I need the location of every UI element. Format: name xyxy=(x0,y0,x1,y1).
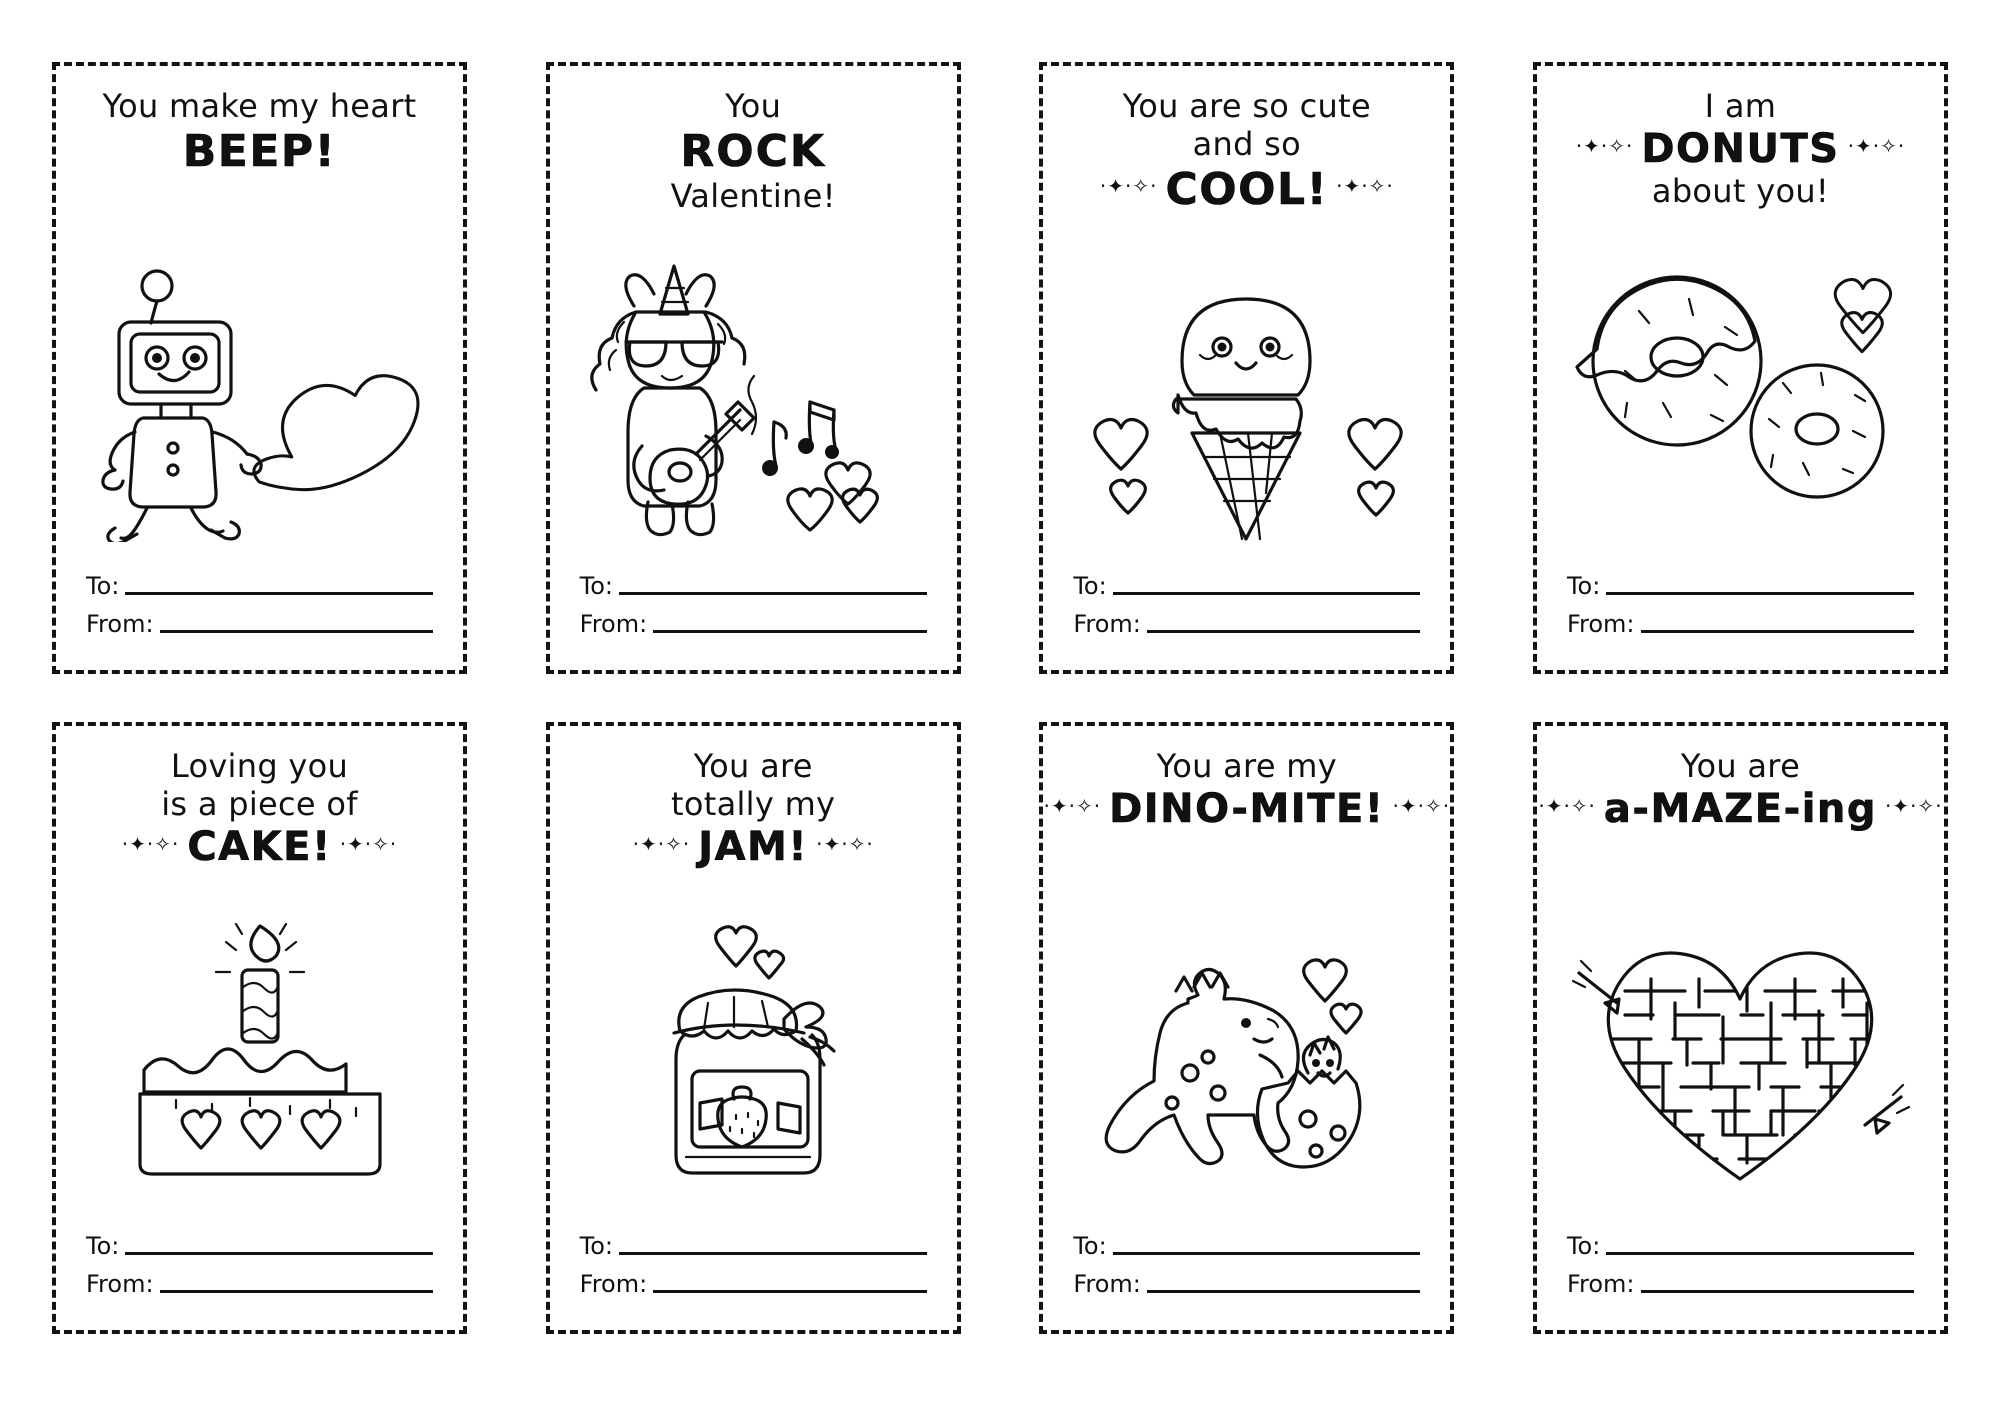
from-label: From: xyxy=(1566,610,1635,638)
card-donuts[interactable] xyxy=(1533,62,1948,674)
sparkle-icon: ·✦·✧· xyxy=(1847,134,1906,159)
card-greeting xyxy=(568,88,939,215)
to-rule[interactable] xyxy=(1606,1252,1914,1255)
to-rule[interactable] xyxy=(1606,592,1914,595)
to-field[interactable] xyxy=(1567,1232,1914,1260)
to-rule[interactable] xyxy=(1113,1252,1421,1255)
from-label: From: xyxy=(1073,610,1141,638)
card-maze[interactable] xyxy=(1533,722,1948,1334)
to-field[interactable] xyxy=(1073,1232,1420,1260)
from-field[interactable] xyxy=(86,1270,433,1298)
greeting-line-emphasis-row xyxy=(1100,164,1394,216)
card-dino[interactable] xyxy=(1039,722,1454,1334)
greeting-line: You are my xyxy=(1156,747,1337,785)
greeting-line: totally my xyxy=(671,784,836,823)
card-jam[interactable] xyxy=(546,722,961,1334)
recipient-fields xyxy=(74,572,445,654)
greeting-line: and so xyxy=(1192,124,1302,163)
recipient-fields xyxy=(1061,1232,1432,1314)
to-rule[interactable] xyxy=(125,592,433,595)
to-field[interactable] xyxy=(1073,572,1420,600)
art-heart-maze-with-arrows xyxy=(1555,868,1926,1232)
from-rule[interactable] xyxy=(1147,1290,1420,1293)
greeting-line-emphasis-row xyxy=(1044,786,1451,833)
card-robot[interactable] xyxy=(52,62,467,674)
art-two-donuts-with-hearts xyxy=(1555,211,1926,572)
to-label: To: xyxy=(579,1232,614,1260)
from-field[interactable] xyxy=(1567,1270,1914,1298)
from-rule[interactable] xyxy=(653,1290,926,1293)
from-rule[interactable] xyxy=(160,1290,433,1293)
from-field[interactable] xyxy=(1073,1270,1420,1298)
recipient-fields xyxy=(1555,1232,1926,1314)
card-row-bottom xyxy=(52,722,1948,1334)
from-rule[interactable] xyxy=(1641,1290,1914,1293)
from-label: From: xyxy=(579,610,648,638)
art-birthday-cake-with-candle xyxy=(74,871,445,1232)
to-field[interactable] xyxy=(1567,572,1914,600)
art-unicorn-with-guitar xyxy=(568,215,939,572)
greeting-line: about you! xyxy=(1651,171,1830,210)
greeting-line-emphasis: JAM! xyxy=(698,823,809,870)
from-rule[interactable] xyxy=(1147,630,1420,633)
sparkle-icon: ·✦·✧· xyxy=(1099,174,1158,199)
greeting-line-emphasis: COOL! xyxy=(1165,163,1329,215)
card-greeting xyxy=(1538,747,1943,868)
from-rule[interactable] xyxy=(653,630,926,633)
to-rule[interactable] xyxy=(1113,592,1421,595)
from-label: From: xyxy=(86,1270,154,1298)
from-label: From: xyxy=(86,610,154,638)
recipient-fields xyxy=(1555,572,1926,654)
greeting-line-emphasis: DINO-MITE! xyxy=(1109,785,1385,832)
greeting-line: I am xyxy=(1704,87,1777,125)
to-rule[interactable] xyxy=(619,1252,927,1255)
sparkle-icon: ·✦·✧· xyxy=(1575,134,1634,159)
from-rule[interactable] xyxy=(1641,630,1914,633)
to-label: To: xyxy=(1073,572,1107,600)
to-field[interactable] xyxy=(580,572,927,600)
greeting-line: You xyxy=(725,87,782,125)
art-dinosaur-with-hatching-egg xyxy=(1061,868,1432,1232)
greeting-line: You are xyxy=(693,747,813,785)
card-row-top xyxy=(52,62,1948,674)
sparkle-icon: ·✦·✧· xyxy=(816,832,874,857)
sparkle-icon: ·✦·✧· xyxy=(1538,794,1596,819)
greeting-line: You are so cute xyxy=(1122,87,1371,125)
greeting-line: is a piece of xyxy=(161,784,358,823)
to-rule[interactable] xyxy=(619,592,927,595)
sparkle-icon: ·✦·✧· xyxy=(1392,794,1451,819)
card-cake[interactable] xyxy=(52,722,467,1334)
to-field[interactable] xyxy=(580,1232,927,1260)
greeting-line: You make my heart xyxy=(102,87,417,125)
to-label: To: xyxy=(1566,1232,1601,1260)
recipient-fields xyxy=(74,1232,445,1314)
greeting-line-emphasis: ROCK xyxy=(680,125,826,177)
card-greeting xyxy=(74,88,445,208)
card-greeting xyxy=(1555,88,1926,211)
sparkle-icon: ·✦·✧· xyxy=(339,832,398,857)
greeting-line-emphasis: CAKE! xyxy=(187,823,332,870)
card-greeting xyxy=(568,748,939,871)
card-unicorn-rock[interactable] xyxy=(546,62,961,674)
greeting-line: Loving you xyxy=(170,747,349,785)
recipient-fields xyxy=(568,572,939,654)
sparkle-icon: ·✦·✧· xyxy=(1043,794,1102,819)
greeting-line: You are xyxy=(1680,747,1801,785)
recipient-fields xyxy=(1061,572,1432,654)
to-field[interactable] xyxy=(86,1232,433,1260)
from-label: From: xyxy=(1073,1270,1141,1298)
to-label: To: xyxy=(86,1232,120,1260)
from-label: From: xyxy=(1566,1270,1635,1298)
card-ice-cream-cool[interactable] xyxy=(1039,62,1454,674)
greeting-line-emphasis-row xyxy=(1576,126,1905,173)
greeting-line-emphasis: DONUTS xyxy=(1641,125,1840,172)
to-label: To: xyxy=(86,572,120,600)
from-field[interactable] xyxy=(86,610,433,638)
to-rule[interactable] xyxy=(125,1252,433,1255)
greeting-line-emphasis: BEEP! xyxy=(182,125,337,177)
art-robot-with-heart xyxy=(74,208,445,572)
greeting-line-emphasis-row xyxy=(633,824,874,871)
sparkle-icon: ·✦·✧· xyxy=(1336,174,1394,199)
from-rule[interactable] xyxy=(160,630,433,633)
to-label: To: xyxy=(1073,1232,1107,1260)
greeting-line: Valentine! xyxy=(670,176,836,215)
art-strawberry-jam-jar xyxy=(568,871,939,1232)
from-field[interactable] xyxy=(580,610,927,638)
card-greeting xyxy=(1061,88,1432,215)
greeting-line-emphasis-row xyxy=(122,824,398,871)
sparkle-icon: ·✦·✧· xyxy=(632,832,691,857)
from-field[interactable] xyxy=(1567,610,1914,638)
from-field[interactable] xyxy=(580,1270,927,1298)
sparkle-icon: ·✦·✧· xyxy=(1885,794,1943,819)
card-greeting xyxy=(1043,747,1451,868)
card-greeting xyxy=(74,748,445,871)
greeting-line-emphasis: a-MAZE-ing xyxy=(1603,785,1878,832)
to-field[interactable] xyxy=(86,572,433,600)
to-label: To: xyxy=(1566,572,1601,600)
recipient-fields xyxy=(568,1232,939,1314)
greeting-line-emphasis-row xyxy=(1538,786,1942,833)
sparkle-icon: ·✦·✧· xyxy=(121,832,180,857)
to-label: To: xyxy=(579,572,614,600)
art-ice-cream-cone-with-hearts xyxy=(1061,215,1432,572)
from-label: From: xyxy=(579,1270,648,1298)
from-field[interactable] xyxy=(1073,610,1420,638)
